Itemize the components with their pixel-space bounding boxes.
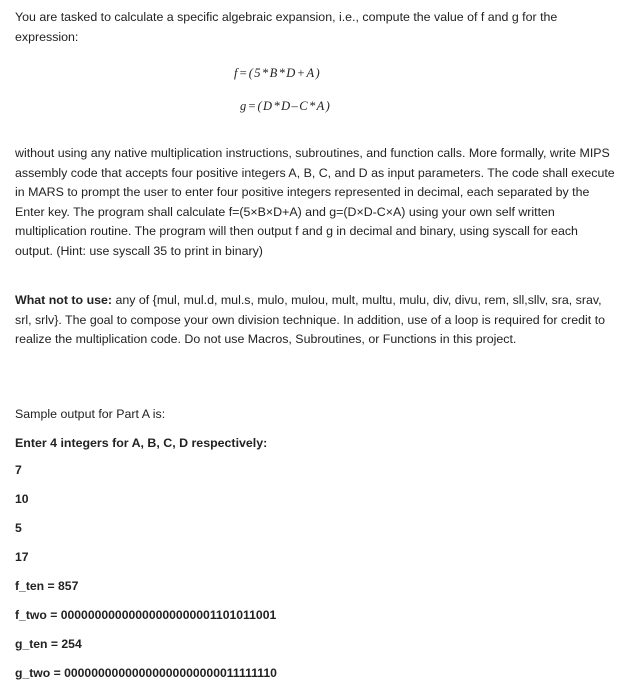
output-g-ten: g_ten = 254 — [15, 637, 82, 651]
intro-paragraph: You are tasked to calculate a specific algebraic expansion, i.e., compute the value of f and g for the expression: — [15, 10, 558, 44]
document — [15, 6, 615, 680]
equation-g: g=(D*D–C*A) — [240, 99, 332, 113]
description-paragraph: without using any native multiplication instructions, subroutines, and function calls. More formally, write MIPS assembly code that accepts four positive integers A, B, C, and D as input parameters. The code shall execute in MARS to prompt the user to enter four positive integers represented in decimal, each separated by the Enter key. The program shall calculate f=(5×B×D+A) and g=(D×D-C×A) using your own self written multiplication routine. The program will then output f and g in decimal and binary, using syscall for each output. (Hint: use syscall 35 to print in binary) — [15, 146, 615, 258]
sample-prompt: Enter 4 integers for A, B, C, D respectively: — [15, 436, 268, 450]
output-f-ten: f_ten = 857 — [15, 579, 79, 593]
output-f-two: f_two = 00000000000000000000001101011001 — [15, 608, 277, 622]
sample-output-label: Sample output for Part A is: — [15, 407, 166, 421]
sample-input-c: 5 — [15, 521, 22, 535]
sample-input-b: 10 — [15, 492, 29, 506]
equation-f: f=(5*B*D+A) — [234, 66, 322, 80]
restrictions-label: What not to use: — [15, 293, 113, 307]
restrictions-text: any of {mul, mul.d, mul.s, mulo, mulou, mult, multu, mulu, div, divu, rem, sll,sllv, sra, srav, srl, srlv}. The goal to compose your own division technique. In addition, use of a loop is required for credit to realize the multiplication code. Do not use Macros, Subroutines, or Functions in this project. — [15, 293, 606, 346]
sample-input-d: 17 — [15, 550, 29, 564]
output-g-two: g_two = 00000000000000000000000011111110 — [15, 666, 277, 680]
restrictions-paragraph — [15, 291, 615, 350]
sample-input-a: 7 — [15, 463, 22, 477]
